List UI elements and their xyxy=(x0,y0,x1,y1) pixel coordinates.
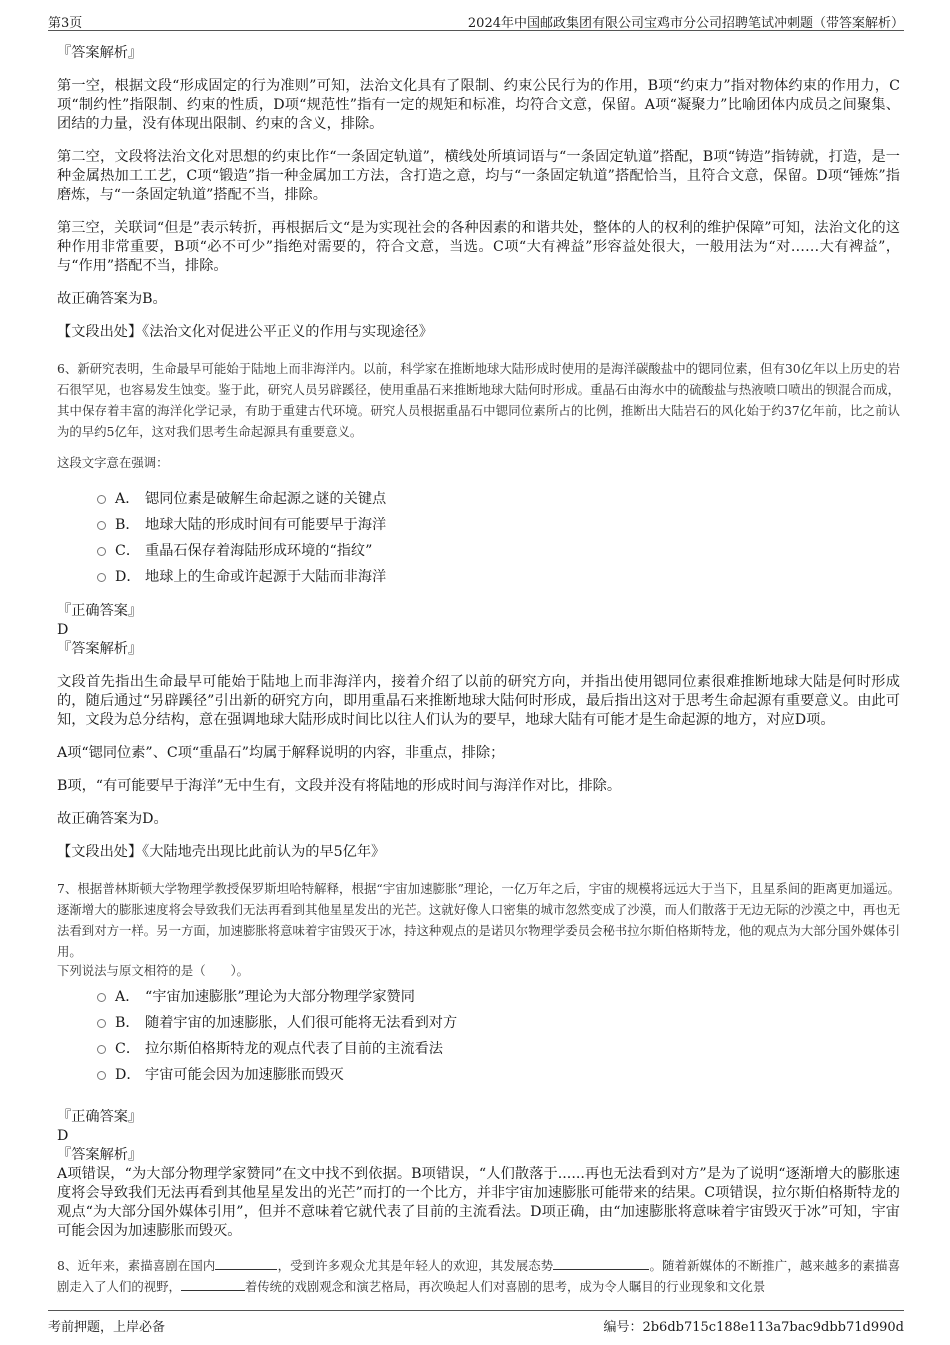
correct-answer: D xyxy=(57,1128,69,1144)
page-content xyxy=(57,44,900,1309)
analysis-paragraph: B项，“有可能要早于海洋”无中生有，文段并没有将陆地的形成时间与海洋作对比，排除。 xyxy=(57,778,622,794)
conclusion: 故正确答案为B。 xyxy=(57,291,167,307)
question-7-stem: 下列说法与原文相符的是（ ）。 xyxy=(57,963,250,978)
analysis-label: 『答案解析』 xyxy=(57,641,143,657)
source-citation: 【文段出处】《大陆地壳出现比此前认为的早5亿年》 xyxy=(57,844,386,860)
option-b[interactable]: B． 随着宇宙的加速膨胀，人们很可能将无法看到对方 xyxy=(97,1010,900,1036)
question-6-options xyxy=(57,486,900,590)
option-c[interactable]: C． 拉尔斯伯格斯特龙的观点代表了目前的主流看法 xyxy=(97,1036,900,1062)
page-header xyxy=(48,8,904,31)
document-title: 2024年中国邮政集团有限公司宝鸡市分公司招聘笔试冲刺题（带答案解析） xyxy=(467,16,904,31)
analysis-paragraph: 第三空，关联词“但是”表示转折，再根据后文“是为实现社会的各种因素的和谐共处，整体的人的权利的维护保障”可知，法治文化的这种作用非常重要，B项“必不可少”指绝对需要的，符合文意，当选。C项“大有裨益”形容益处很大，一般用法为“对……大有裨益”，与“作用”搭配不当，排除。 xyxy=(57,220,900,274)
analysis-paragraph: 第一空，根据文段“形成固定的行为准则”可知，法治文化具有了限制、约束公民行为的作用，B项“约束力”指对物体约束的作用力，C项“制约性”指限制、约束的性质，D项“规范性”指有一定的规矩和标准，均符合文意，保留。A项“凝聚力”比喻团体内成员之间聚集、团结的力量，没有体现出限制、约束的含义，排除。 xyxy=(57,78,900,132)
option-d[interactable]: D． 地球上的生命或许起源于大陆而非海洋 xyxy=(97,564,900,590)
analysis-paragraph: 文段首先指出生命最早可能始于陆地上而非海洋内，接着介绍了以前的研究方向，并指出使用锶同位素很难推断地球大陆是何时形成的，随后通过“另辟蹊径”引出新的研究方向，即用重晶石来推断地球大陆何时形成，最后指出这对于思考生命起源有重要意义。由此可知，文段为总分结构，意在强调地球大陆形成时间比以往人们认为的要早，地球大陆有可能才是生命起源的地方，对应D项。 xyxy=(57,674,900,728)
page-footer xyxy=(48,1310,904,1333)
analysis-paragraph: A项“锶同位素”、C项“重晶石”均属于解释说明的内容，非重点，排除； xyxy=(57,745,505,761)
source-citation: 【文段出处】《法治文化对促进公平正义的作用与实现途径》 xyxy=(57,324,433,340)
conclusion: 故正确答案为D。 xyxy=(57,811,168,827)
fill-blank xyxy=(215,1255,277,1270)
option-d[interactable]: D． 宇宙可能会因为加速膨胀而毁灭 xyxy=(97,1062,900,1088)
footer-slogan: 考前押题，上岸必备 xyxy=(48,1320,166,1335)
document-code: 编号：2b6db715c188e113a7bac9dbb71d990d xyxy=(603,1320,904,1335)
question-7-text: 7、根据普林斯顿大学物理学教授保罗斯坦哈特解释，根据“宇宙加速膨胀”理论，一亿万年之后，宇宙的规模将远远大于当下，且星系间的距离更加遥远。逐渐增大的膨胀速度将会导致我们无法再看到其他星星发出的光芒。这就好像人口密集的城市忽然变成了沙漠，而人们散落于无边无际的沙漠之中，再也无法看到对方一样。另一方面，加速膨胀将意味着宇宙毁灭于冰，持这种观点的是诺贝尔物理学委员会秘书拉尔斯伯格斯特龙，他的观点为大部分国外媒体引用。 xyxy=(57,881,900,959)
analysis-label: 『答案解析』 xyxy=(57,45,143,61)
page-number: 第3页 xyxy=(48,16,83,31)
radio-icon[interactable] xyxy=(97,521,106,530)
option-b[interactable]: B． 地球大陆的形成时间有可能要早于海洋 xyxy=(97,512,900,538)
fill-blank xyxy=(181,1276,245,1291)
radio-icon[interactable] xyxy=(97,993,106,1002)
radio-icon[interactable] xyxy=(97,1019,106,1028)
question-6-text: 6、新研究表明，生命最早可能始于陆地上而非海洋内。以前，科学家在推断地球大陆形成时使用的是海洋碳酸盐中的锶同位素，但有30亿年以上历史的岩石很罕见，也容易发生蚀变。鉴于此，研究人员另辟蹊径，使用重晶石来推断地球大陆何时形成。重晶石由海水中的硫酸盐与热液喷口喷出的钡混合而成，其中保存着丰富的海洋化学记录，有助于重建古代环境。研究人员根据重晶石中锶同位素所占的比例，推断出大陆岩石的风化始于约37亿年前，比之前认为的早约5亿年，这对我们思考生命起源具有重要意义。 xyxy=(57,361,900,439)
fill-blank xyxy=(553,1255,649,1270)
correct-answer-label: 『正确答案』 xyxy=(57,603,143,619)
question-8-text: 8、近年来，素描喜剧在国内 ，受到许多观众尤其是年轻人的欢迎，其发展态势 。随着新媒体的不断推广，越来越多的素描喜剧走入了人们的视野， 着传统的戏剧观念和演艺格局，再次唤起人们对喜剧的思考，成为令人瞩目的行业现象和文化景 xyxy=(57,1255,900,1297)
radio-icon[interactable] xyxy=(97,1071,106,1080)
radio-icon[interactable] xyxy=(97,547,106,556)
radio-icon[interactable] xyxy=(97,495,106,504)
option-a[interactable]: A． “宇宙加速膨胀”理论为大部分物理学家赞同 xyxy=(97,984,900,1010)
option-c[interactable]: C． 重晶石保存着海陆形成环境的“指纹” xyxy=(97,538,900,564)
option-a[interactable]: A． 锶同位素是破解生命起源之谜的关键点 xyxy=(97,486,900,512)
question-7-options xyxy=(57,984,900,1088)
correct-answer: D xyxy=(57,622,69,638)
analysis-paragraph: A项错误，“为大部分物理学家赞同”在文中找不到依据。B项错误，“人们散落于......再也无法看到对方”是为了说明“逐渐增大的膨胀速度将会导致我们无法再看到其他星星发出的光芒”而打的一个比方，并非宇宙加速膨胀可能带来的结果。C项错误，拉尔斯伯格斯特龙的观点“为大部分国外媒体引用”，但并不意味着它就代表了目前的主流看法。D项正确，由“加速膨胀将意味着宇宙毁灭于冰”可知，宇宙可能会因为加速膨胀而毁灭。 xyxy=(57,1166,900,1239)
radio-icon[interactable] xyxy=(97,573,106,582)
analysis-label: 『答案解析』 xyxy=(57,1147,143,1163)
question-6-stem: 这段文字意在强调： xyxy=(57,455,169,470)
analysis-paragraph: 第二空，文段将法治文化对思想的约束比作“一条固定轨道”，横线处所填词语与“一条固定轨道”搭配，B项“铸造”指铸就，打造，是一种金属热加工工艺，C项“锻造”指一种金属加工方法，含打造之意，均与“一条固定轨道”搭配恰当，且符合文意，保留。D项“锤炼”指磨炼，与“一条固定轨道”搭配不当，排除。 xyxy=(57,149,900,203)
correct-answer-label: 『正确答案』 xyxy=(57,1109,143,1125)
radio-icon[interactable] xyxy=(97,1045,106,1054)
